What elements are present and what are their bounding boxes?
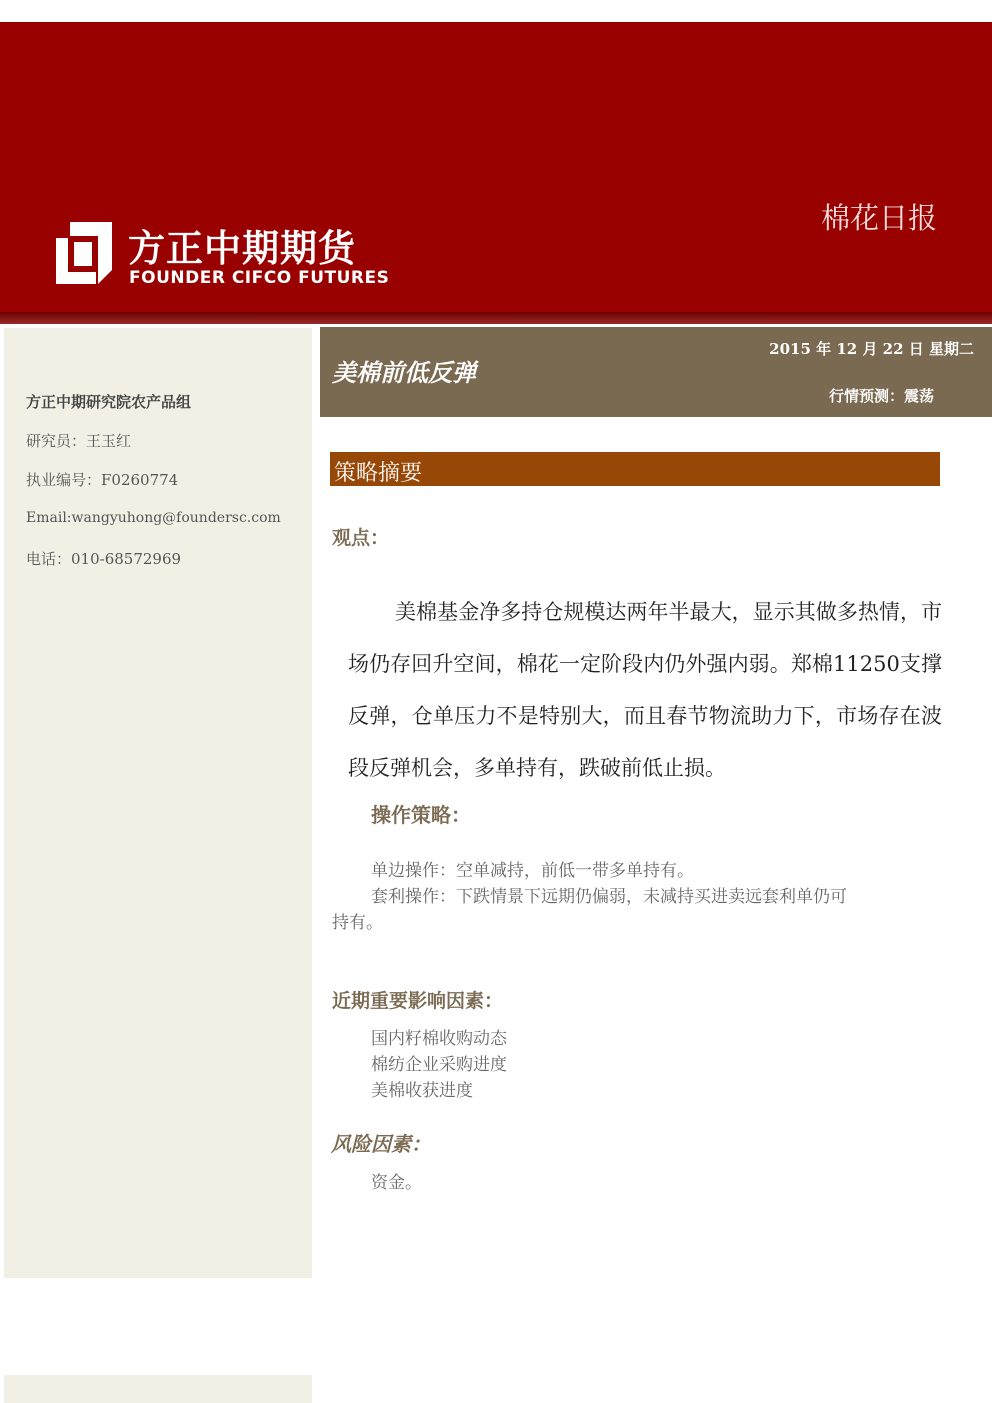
section-title: 策略摘要 <box>334 461 423 486</box>
factors-label: 近期重要影响因素： <box>332 990 504 1012</box>
report-date: 2015 年 12 月 22 日 星期二 <box>769 340 974 358</box>
risk-text: 资金。 <box>371 1173 422 1193</box>
license-number: 执业编号：F0260774 <box>26 471 179 489</box>
arbitrage-operation-cont: 持有。 <box>332 913 383 933</box>
viewpoint-paragraph: 美棉基金净多持仓规模达两年半最大，显示其做多热情，市场仍存回升空间，棉花一定阶段内仍外强内弱。郑棉11250支撑反弹，仓单压力不是特别大，而且春节物流助力下，市场存在波段反弹机会，多单持有，跌破前低止损。 <box>348 600 942 780</box>
risk-label: 风险因素： <box>331 1132 431 1156</box>
contact-phone: 电话：010-68572969 <box>26 550 182 568</box>
header-shadow <box>0 312 992 324</box>
factor-item: 国内籽棉收购动态 <box>371 1029 507 1049</box>
sidebar-footer-strip <box>4 1375 312 1403</box>
factor-item: 美棉收获进度 <box>371 1081 473 1101</box>
market-forecast: 行情预测：震荡 <box>828 387 934 405</box>
factor-item: 棉纺企业采购进度 <box>371 1055 507 1075</box>
viewpoint-label: 观点： <box>332 527 390 549</box>
single-side-operation: 单边操作：空单减持，前低一带多单持有。 <box>371 861 694 881</box>
research-group: 方正中期研究院农产品组 <box>26 393 192 411</box>
contact-email[interactable]: Email:wangyuhong@foundersc.com <box>26 510 281 526</box>
company-logo-icon <box>56 222 112 284</box>
company-name-en: FOUNDER CIFCO FUTURES <box>129 268 390 288</box>
arbitrage-operation: 套利操作：下跌情景下远期仍偏弱，未减持买进卖远套利单仍可 <box>371 887 847 907</box>
report-headline: 美棉前低反弹 <box>332 359 476 387</box>
researcher-name: 研究员：王玉红 <box>26 432 132 450</box>
report-type-title: 棉花日报 <box>820 201 937 235</box>
company-name-cn: 方正中期期货 <box>128 227 356 270</box>
operation-strategy-label: 操作策略： <box>371 803 471 827</box>
